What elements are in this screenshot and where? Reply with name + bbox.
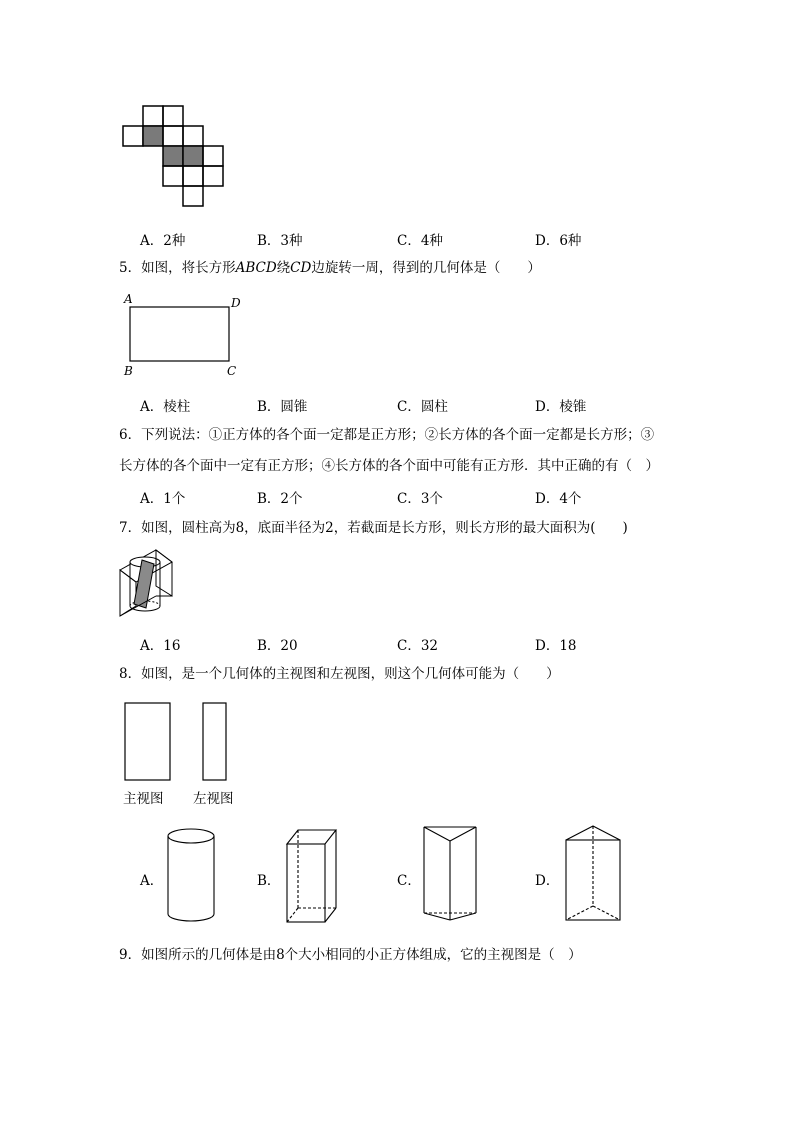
left-view-caption: 左视图: [193, 791, 234, 807]
q4-option-a: A．2种: [140, 233, 186, 249]
q8-question: 8．如图，是一个几何体的主视图和左视图，则这个几何体可能为（ ）: [119, 666, 560, 682]
q5-option-a: A．棱柱: [140, 399, 191, 415]
label-d: D: [231, 296, 241, 310]
q7-option-a: A．16: [140, 638, 181, 654]
q5-rect-name: ABCD: [235, 260, 277, 276]
cylinder-section-figure: [116, 548, 178, 620]
q6-question-line1: 6．下列说法：①正方体的各个面一定都是正方形；②长方体的各个面一定都是长方形；③: [119, 427, 655, 443]
q7-question: 7．如图，圆柱高为8，底面半径为2，若截面是长方形，则长方形的最大面积为( ): [119, 520, 628, 536]
q7-option-c: C．32: [397, 638, 439, 654]
q6-option-b: B．2个: [257, 491, 303, 507]
q8-option-c: C．: [397, 873, 421, 889]
q7-option-d: D．18: [535, 638, 577, 654]
q4-option-d: D．6种: [535, 233, 582, 249]
q5-number: 5．: [119, 260, 142, 276]
q6-option-a: A．1个: [140, 491, 186, 507]
label-a: A: [124, 292, 133, 306]
q5-text-b: 绕: [276, 260, 291, 276]
q5-option-c: C．圆柱: [397, 399, 448, 415]
q5-side-name: CD: [290, 260, 312, 276]
cylinder-figure: [166, 826, 218, 926]
left-view-figure: [202, 702, 228, 782]
q6-option-c: C．3个: [397, 491, 443, 507]
q5-question: [119, 258, 541, 278]
q8-option-a: A．: [140, 873, 164, 889]
q8-option-d: D．: [535, 873, 560, 889]
q4-option-c: C．4种: [397, 233, 443, 249]
q8-option-b: B．: [257, 873, 281, 889]
q9-question: 9．如图所示的几何体是由8个大小相同的小正方体组成，它的主视图是（ ）: [119, 947, 582, 963]
front-view-figure: [124, 702, 172, 782]
q5-text-c: 边旋转一周，得到的几何体是（ ）: [311, 260, 541, 276]
rectangular-prism-figure: [284, 826, 340, 926]
q7-option-b: B．20: [257, 638, 298, 654]
triangular-prism-d-figure: [562, 822, 624, 926]
q5-text-a: 如图，将长方形: [141, 260, 236, 276]
q4-option-b: B．3种: [257, 233, 303, 249]
front-view-caption: 主视图: [123, 791, 164, 807]
label-b: B: [124, 364, 133, 378]
q5-option-d: D．棱锥: [535, 399, 587, 415]
q6-question-line2: 长方体的各个面中一定有正方形；④长方体的各个面中可能有正方形．其中正确的有（ ）: [119, 458, 659, 474]
label-c: C: [227, 364, 237, 378]
q6-option-d: D．4个: [535, 491, 582, 507]
triangular-prism-c-figure: [422, 824, 480, 924]
q5-option-b: B．圆锥: [257, 399, 308, 415]
cube-net-figure: [122, 104, 228, 210]
